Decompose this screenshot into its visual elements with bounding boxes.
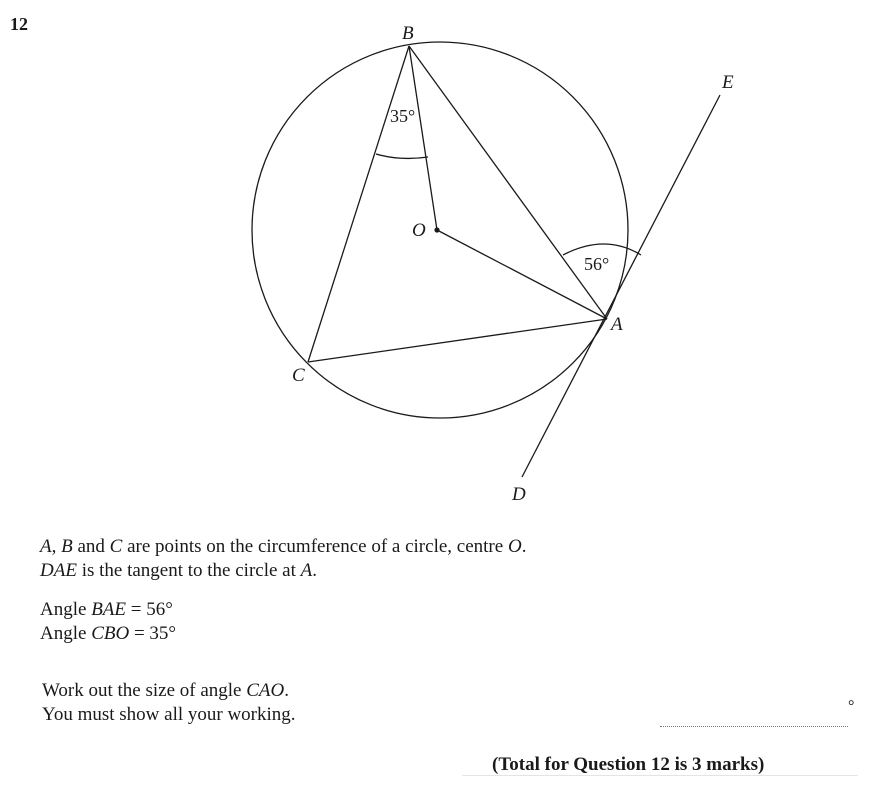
statement-line-2 [40,559,317,583]
line-ca [308,319,607,362]
line-oa [437,230,610,319]
angle-label-bae: 56° [584,254,610,274]
given2-name: CBO [91,623,130,644]
given-angle-bae [40,598,173,622]
line-bc [308,46,409,362]
task1-end: . [284,680,289,701]
text-point-b: B [61,536,73,557]
angle-arc-cbo [376,154,428,158]
text-point-a: A [40,536,52,557]
text-period: . [521,536,527,557]
answer-degree-unit: ° [848,698,855,715]
text-tangent: is the tangent to the circle at [76,560,301,581]
label-o: O [412,220,426,241]
line-ba [409,46,610,319]
label-b: B [402,23,414,44]
answer-line[interactable] [660,726,848,727]
text-dae: DAE [40,560,77,581]
label-d: D [512,484,526,505]
text-sep: , [51,536,62,557]
text-period2: . [312,560,317,581]
task-line-2: You must show all your working. [42,704,296,725]
statement-line-1 [40,535,526,559]
task1-name: CAO [246,680,285,701]
label-c: C [292,365,305,386]
text-point-c: C [109,536,123,557]
text-point-a2: A [300,560,313,581]
label-e: E [722,72,734,93]
given-angle-cbo [40,622,176,646]
total-marks: (Total for Question 12 is 3 marks) [492,754,765,775]
question-number: 12 [10,14,28,34]
text-and: and [72,536,110,557]
text-circumference: are points on the circumference of a circle, centre [122,536,508,557]
given2-value: = 35° [129,623,177,644]
angle-label-cbo: 35° [390,106,416,126]
label-a: A [611,314,623,335]
task1-pre: Work out the size of angle [42,680,247,701]
given2-pre: Angle [40,623,92,644]
centre-point [434,227,439,232]
line-bo [409,46,437,230]
given1-pre: Angle [40,599,92,620]
task-line-1 [42,679,289,703]
text-point-o: O [507,536,522,557]
tangent-line-dae [522,95,720,477]
given1-value: = 56° [126,599,173,620]
given1-name: BAE [91,599,127,620]
